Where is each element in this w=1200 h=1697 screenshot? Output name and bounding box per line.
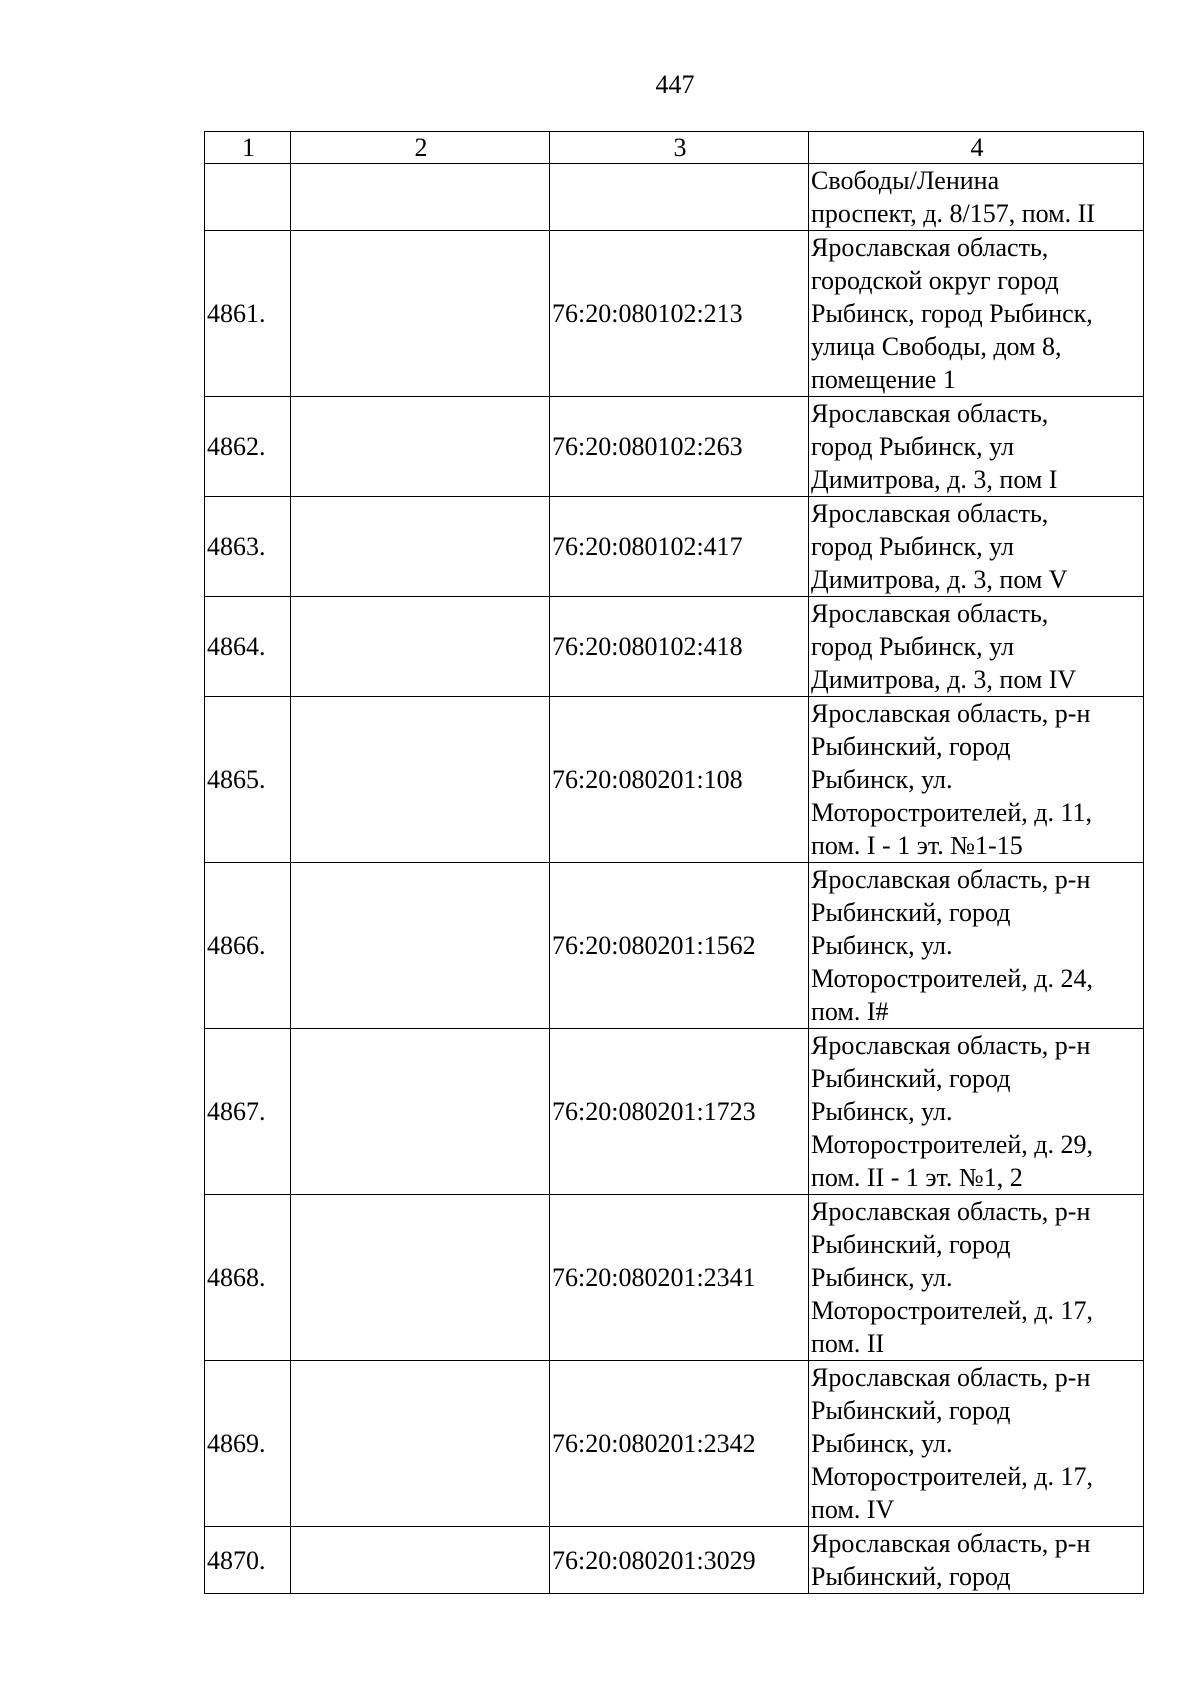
cadastral-number-cell: 76:20:080102:418	[550, 597, 809, 697]
address-cell: Ярославская область, городской округ город Рыбинск, город Рыбинск, улица Свободы, дом 8, помещение 1	[809, 231, 1144, 397]
cadastral-number-cell: 76:20:080201:1723	[550, 1029, 809, 1195]
cadastral-number-cell: 76:20:080102:213	[550, 231, 809, 397]
row-number-cell: 4864.	[205, 597, 291, 697]
cadastral-number-cell: 76:20:080201:2342	[550, 1361, 809, 1527]
cadastral-number-cell	[550, 164, 809, 231]
column-2-cell	[291, 231, 550, 397]
column-2-cell	[291, 1527, 550, 1594]
table-row	[205, 697, 1144, 863]
address-cell: Ярославская область, р-н Рыбинский, город Рыбинск, ул. Моторостроителей, д. 11, пом. I - 1 эт. №1-15	[809, 697, 1144, 863]
column-2-cell	[291, 697, 550, 863]
address-cell: Ярославская область, р-н Рыбинский, город	[809, 1527, 1144, 1594]
cadastral-number-cell: 76:20:080201:1562	[550, 863, 809, 1029]
row-number-cell	[205, 164, 291, 231]
row-number-cell: 4862.	[205, 397, 291, 497]
cadastral-number-cell: 76:20:080102:263	[550, 397, 809, 497]
column-2-cell	[291, 397, 550, 497]
column-2-cell	[291, 1361, 550, 1527]
address-cell: Ярославская область, город Рыбинск, ул Димитрова, д. 3, пом I	[809, 397, 1144, 497]
row-number-cell: 4866.	[205, 863, 291, 1029]
table-row	[205, 164, 1144, 231]
table-row	[205, 863, 1144, 1029]
address-cell: Ярославская область, город Рыбинск, ул Димитрова, д. 3, пом V	[809, 497, 1144, 597]
address-cell: Ярославская область, город Рыбинск, ул Димитрова, д. 3, пом IV	[809, 597, 1144, 697]
address-cell: Ярославская область, р-н Рыбинский, город Рыбинск, ул. Моторостроителей, д. 17, пом. IV	[809, 1361, 1144, 1527]
table-header-row	[205, 132, 1144, 164]
column-2-cell	[291, 863, 550, 1029]
row-number-cell: 4861.	[205, 231, 291, 397]
cadastral-number-cell: 76:20:080201:3029	[550, 1527, 809, 1594]
header-cell-1: 1	[205, 132, 291, 164]
table-row	[205, 497, 1144, 597]
registry-table	[204, 131, 1144, 1594]
row-number-cell: 4870.	[205, 1527, 291, 1594]
row-number-cell: 4869.	[205, 1361, 291, 1527]
table-row	[205, 597, 1144, 697]
row-number-cell: 4867.	[205, 1029, 291, 1195]
column-2-cell	[291, 597, 550, 697]
table-row	[205, 1195, 1144, 1361]
column-2-cell	[291, 1195, 550, 1361]
address-cell: Свободы/Ленина проспект, д. 8/157, пом. II	[809, 164, 1144, 231]
table-row	[205, 231, 1144, 397]
header-cell-2: 2	[291, 132, 550, 164]
header-cell-3: 3	[550, 132, 809, 164]
row-number-cell: 4863.	[205, 497, 291, 597]
address-cell: Ярославская область, р-н Рыбинский, город Рыбинск, ул. Моторостроителей, д. 17, пом. II	[809, 1195, 1144, 1361]
table-row	[205, 397, 1144, 497]
cadastral-number-cell: 76:20:080201:2341	[550, 1195, 809, 1361]
page-number: 447	[655, 70, 695, 99]
cadastral-number-cell: 76:20:080102:417	[550, 497, 809, 597]
row-number-cell: 4865.	[205, 697, 291, 863]
column-2-cell	[291, 164, 550, 231]
table-row	[205, 1029, 1144, 1195]
row-number-cell: 4868.	[205, 1195, 291, 1361]
header-cell-4: 4	[809, 132, 1144, 164]
address-cell: Ярославская область, р-н Рыбинский, город Рыбинск, ул. Моторостроителей, д. 29, пом. II - 1 эт. №1, 2	[809, 1029, 1144, 1195]
column-2-cell	[291, 1029, 550, 1195]
table-row	[205, 1527, 1144, 1594]
table-row	[205, 1361, 1144, 1527]
address-cell: Ярославская область, р-н Рыбинский, город Рыбинск, ул. Моторостроителей, д. 24, пом. I#	[809, 863, 1144, 1029]
cadastral-number-cell: 76:20:080201:108	[550, 697, 809, 863]
column-2-cell	[291, 497, 550, 597]
table-body	[205, 132, 1144, 1594]
